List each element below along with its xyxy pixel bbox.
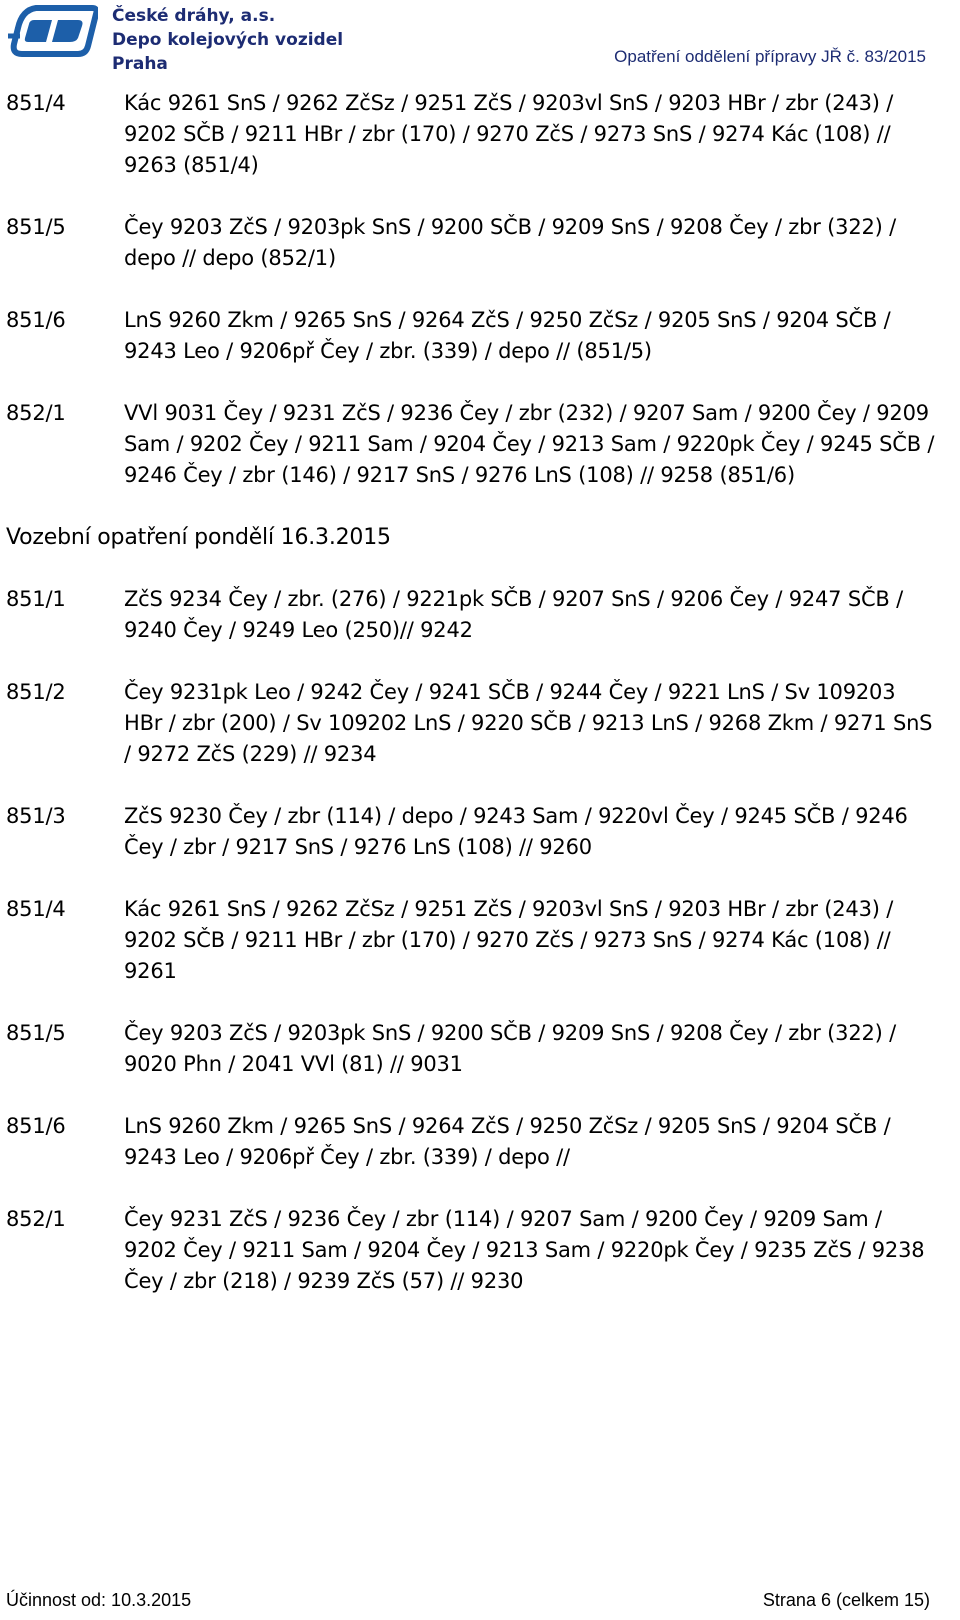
schedule-entry: [6, 305, 936, 367]
cd-logo-icon: [6, 2, 98, 60]
document-body: [6, 88, 936, 1328]
circuit-code: 851/2: [6, 680, 66, 704]
page-header: [0, 0, 960, 74]
schedule-entry: [6, 1111, 936, 1173]
circuit-code: 852/1: [6, 401, 66, 425]
company-name: [112, 4, 343, 76]
schedule-entry: [6, 1204, 936, 1297]
schedule-entry: [6, 398, 936, 491]
schedule-entry: [6, 88, 936, 181]
schedule-entry: [6, 212, 936, 274]
circuit-text: ZčS 9230 Čey / zbr (114) / depo / 9243 Sam / 9220vl Čey / 9245 SČB / 9246 Čey / zbr / 9217 SnS / 9276 LnS (108) // 9260: [124, 804, 908, 859]
circuit-code: 852/1: [6, 1207, 66, 1231]
company-line-1: České dráhy, a.s.: [112, 6, 276, 26]
section-heading: Vozební opatření pondělí 16.3.2015: [6, 525, 391, 550]
circuit-code: 851/4: [6, 91, 66, 115]
circuit-code: 851/4: [6, 897, 66, 921]
circuit-text: Čey 9203 ZčS / 9203pk SnS / 9200 SČB / 9209 SnS / 9208 Čey / zbr (322) / depo // depo (852/1): [124, 215, 896, 270]
circuit-text: Čey 9231pk Leo / 9242 Čey / 9241 SČB / 9244 Čey / 9221 LnS / Sv 109203 HBr / zbr (200) / Sv 109202 LnS / 9220 SČB / 9213 LnS / 9268 Zkm / 9271 SnS / 9272 ZčS (229) // 9234: [124, 680, 933, 766]
schedule-list-bottom: [6, 584, 936, 1297]
circuit-text: LnS 9260 Zkm / 9265 SnS / 9264 ZčS / 9250 ZčSz / 9205 SnS / 9204 SČB / 9243 Leo / 9206př Čey / zbr. (339) / depo //: [124, 1114, 891, 1169]
circuit-code: 851/6: [6, 308, 66, 332]
circuit-text: Čey 9203 ZčS / 9203pk SnS / 9200 SČB / 9209 SnS / 9208 Čey / zbr (322) / 9020 Phn / 2041 VVl (81) // 9031: [124, 1021, 896, 1076]
company-line-3: Praha: [112, 54, 168, 74]
schedule-entry: [6, 1018, 936, 1080]
circuit-text: Kác 9261 SnS / 9262 ZčSz / 9251 ZčS / 9203vl SnS / 9203 HBr / zbr (243) / 9202 SČB / 9211 HBr / zbr (170) / 9270 ZčS / 9273 SnS / 9274 Kác (108) // 9261: [124, 897, 894, 983]
schedule-entry: [6, 677, 936, 770]
circuit-text: ZčS 9234 Čey / zbr. (276) / 9221pk SČB / 9207 SnS / 9206 Čey / 9247 SČB / 9240 Čey / 9249 Leo (250)// 9242: [124, 587, 903, 642]
circuit-text: Čey 9231 ZčS / 9236 Čey / zbr (114) / 9207 Sam / 9200 Čey / 9209 Sam / 9202 Čey / 9211 Sam / 9204 Čey / 9213 Sam / 9220pk Čey / 9235 ZčS / 9238 Čey / zbr (218) / 9239 ZčS (57) // 9230: [124, 1207, 925, 1293]
page-number: Strana 6 (celkem 15): [762, 1590, 930, 1610]
circuit-text: Kác 9261 SnS / 9262 ZčSz / 9251 ZčS / 9203vl SnS / 9203 HBr / zbr (243) / 9202 SČB / 9211 HBr / zbr (170) / 9270 ZčS / 9273 SnS / 9274 Kác (108) // 9263 (851/4): [124, 91, 894, 177]
circuit-code: 851/6: [6, 1114, 66, 1138]
circuit-code: 851/1: [6, 587, 66, 611]
circuit-code: 851/5: [6, 1021, 66, 1045]
company-line-2: Depo kolejových vozidel: [112, 30, 344, 50]
measure-number: Opatření oddělení přípravy JŘ č. 83/2015: [614, 47, 926, 66]
schedule-list-top: [6, 88, 936, 491]
schedule-entry: [6, 801, 936, 863]
circuit-text: LnS 9260 Zkm / 9265 SnS / 9264 ZčS / 9250 ZčSz / 9205 SnS / 9204 SČB / 9243 Leo / 9206př Čey / zbr. (339) / depo // (851/5): [124, 308, 891, 363]
schedule-entry: [6, 894, 936, 987]
circuit-code: 851/5: [6, 215, 66, 239]
effective-date: Účinnost od: 10.3.2015: [6, 1590, 192, 1610]
circuit-code: 851/3: [6, 804, 66, 828]
page-footer: [6, 1590, 930, 1611]
schedule-entry: [6, 584, 936, 646]
circuit-text: VVl 9031 Čey / 9231 ZčS / 9236 Čey / zbr (232) / 9207 Sam / 9200 Čey / 9209 Sam / 9202 Čey / 9211 Sam / 9204 Čey / 9213 Sam / 9220pk Čey / 9245 SČB / 9246 Čey / zbr (146) / 9217 SnS / 9276 LnS (108) // 9258 (851/6): [124, 401, 935, 487]
